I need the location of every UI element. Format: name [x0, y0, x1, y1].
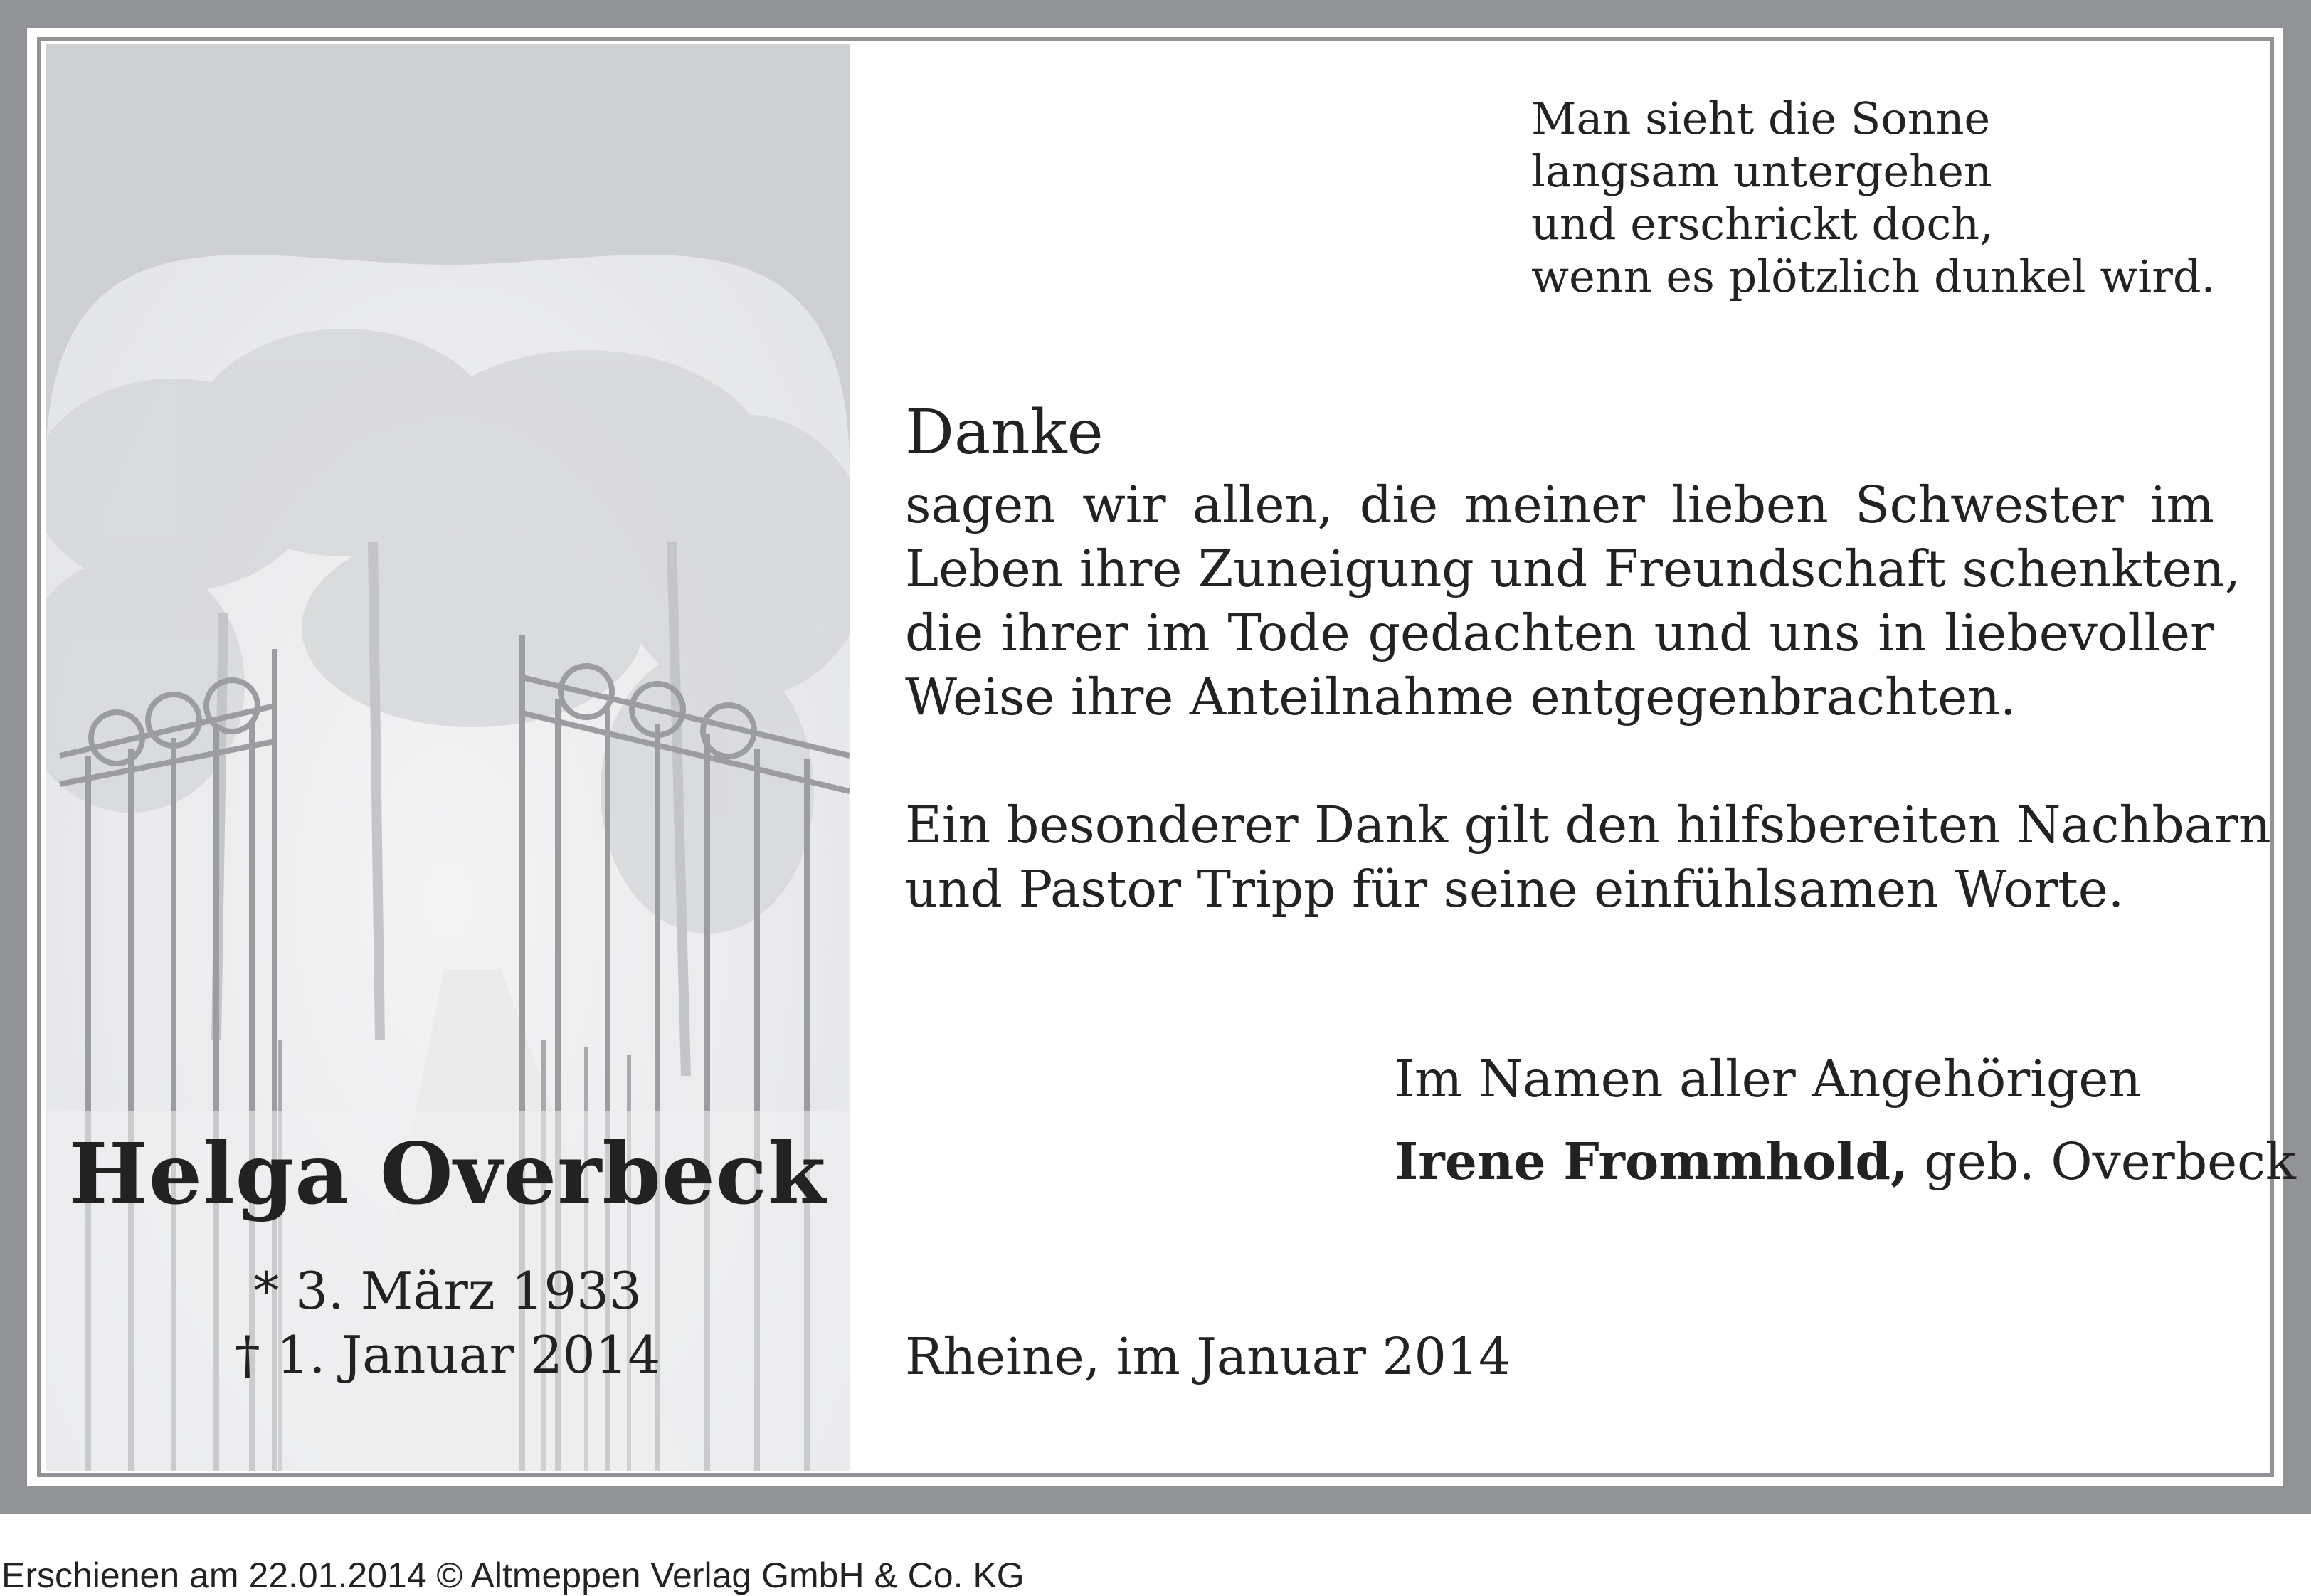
- paragraph-line: Ein besonderer Dank gilt den hilfsbereiten Nachbarn: [905, 796, 2271, 855]
- paragraph-line: und Pastor Tripp für seine einfühlsamen Worte.: [905, 860, 2125, 919]
- death-date: † 1. Januar 2014: [234, 1325, 661, 1385]
- paragraph-line: Leben ihre Zuneigung und Freundschaft schenkten,: [905, 539, 2241, 598]
- signoff-line: Im Namen aller Angehörigen: [1395, 1050, 2142, 1109]
- quote-line: Man sieht die Sonne: [1531, 93, 1991, 144]
- signer-suffix: geb. Overbeck: [1908, 1132, 2296, 1191]
- quote-line: und erschrickt doch,: [1531, 198, 1994, 250]
- cemetery-gate-icon: [46, 44, 850, 1471]
- paragraph-line: sagen wir allen, die meiner lieben Schwester im: [905, 475, 2214, 534]
- paragraph-line: die ihrer im Tode gedachten und uns in liebevoller: [905, 603, 2214, 662]
- paragraph-line: Weise ihre Anteilnahme entgegenbrachten.: [905, 667, 2016, 726]
- deceased-name: Helga Overbeck: [68, 1124, 827, 1223]
- place-date: Rheine, im Januar 2014: [905, 1327, 1511, 1386]
- birth-date: * 3. März 1933: [253, 1261, 642, 1321]
- signer-name: Irene Frommhold,: [1395, 1131, 1908, 1191]
- thanks-heading: Danke: [905, 397, 1104, 468]
- quote-line: langsam untergehen: [1531, 145, 1992, 197]
- thanks-paragraph: [905, 473, 2241, 729]
- quote-line: wenn es plötzlich dunkel wird.: [1531, 250, 2216, 302]
- signer: [1395, 1131, 2296, 1191]
- special-thanks-paragraph: [905, 793, 2271, 921]
- publication-footer: Erschienen am 22.01.2014 © Altmeppen Verlag GmbH & Co. KG: [1, 1555, 1025, 1595]
- quote-block: [1531, 93, 2243, 303]
- photo-panel: [46, 44, 850, 1471]
